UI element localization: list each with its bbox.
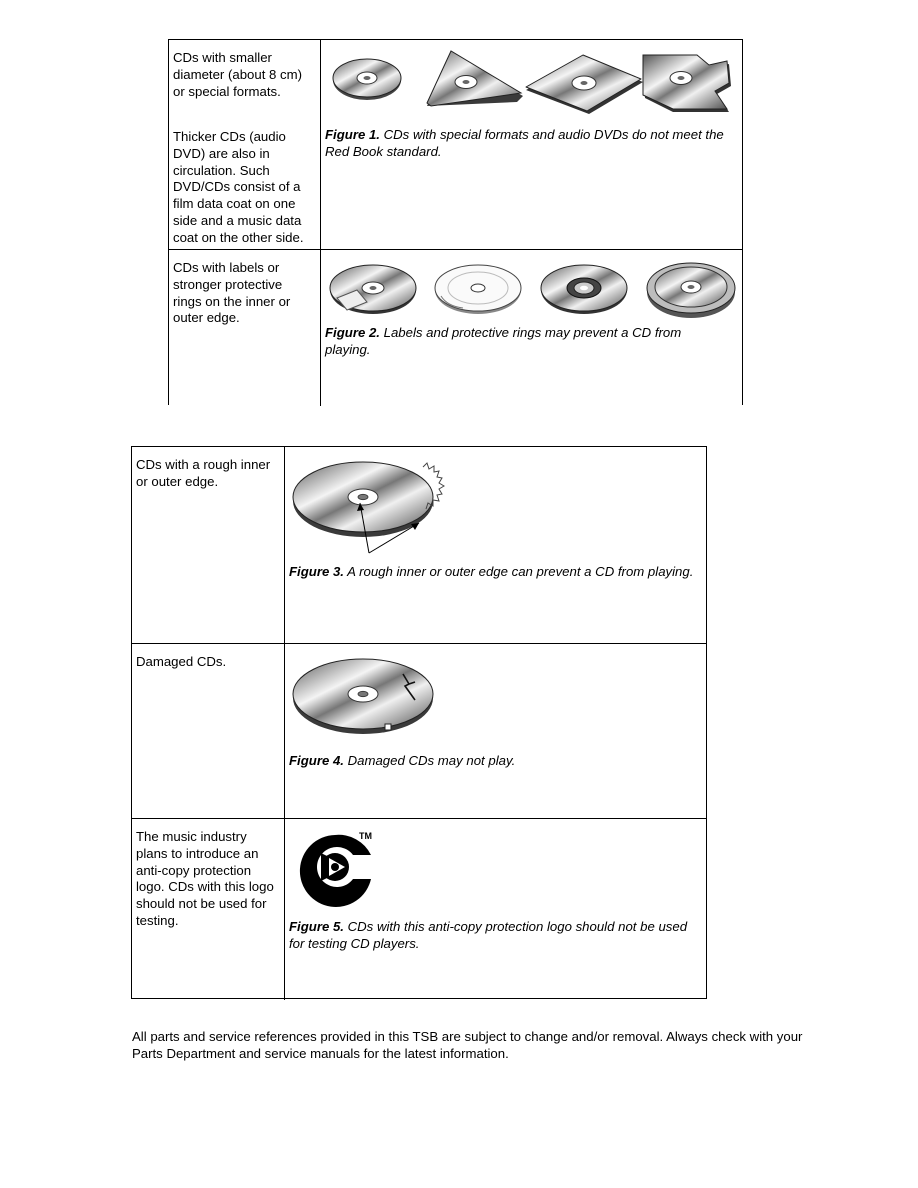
figure-cell: [285, 819, 706, 1000]
labeled-disc: [330, 265, 416, 314]
square-disc: [526, 55, 643, 114]
figure-1-illustration: [321, 40, 743, 120]
figure-3-illustration: [285, 447, 705, 563]
shaped-disc: [643, 55, 731, 112]
outer-ring-disc: [647, 263, 735, 318]
description-cell: [169, 40, 321, 249]
description-text: CDs with labels or stronger protective rings on the inner or outer edge.: [173, 260, 291, 326]
trademark-mark: TM: [359, 831, 372, 841]
cd-table-top: [168, 39, 743, 405]
table-row: [132, 644, 706, 819]
small-disc: [333, 59, 401, 100]
figure-caption: [289, 918, 704, 952]
figure-caption: [325, 126, 740, 160]
figure-cell: [321, 250, 742, 406]
description-text: The music industry plans to introduce an anti-copy protection logo. CDs with this logo should not be used for testing.: [136, 829, 274, 928]
table-row: [169, 250, 742, 406]
triangle-disc: [427, 51, 523, 106]
damaged-disc: [293, 659, 433, 734]
description-cell: [132, 819, 285, 1000]
figure-label: Figure 2.: [325, 325, 380, 340]
figure-cell: [321, 40, 742, 249]
figure-cell: [285, 644, 706, 818]
figure-label: Figure 3.: [289, 564, 344, 579]
figure-label: Figure 4.: [289, 753, 344, 768]
figure-cell: [285, 447, 706, 643]
cd-table-bottom: [131, 446, 707, 999]
description-cell: [132, 447, 285, 643]
figure-label: Figure 5.: [289, 919, 344, 934]
figure-caption-text: A rough inner or outer edge can prevent a CD from playing.: [343, 564, 694, 579]
figure-caption: [325, 324, 730, 358]
figure-caption: [289, 563, 694, 580]
figure-2-illustration: [321, 250, 743, 320]
description-text: CDs with a rough inner or outer edge.: [136, 457, 271, 489]
inner-ring-disc: [541, 265, 627, 314]
paper-label-disc: [435, 265, 521, 314]
figure-caption-text: Labels and protective rings may prevent a CD from playing.: [325, 325, 682, 357]
figure-caption-text: Damaged CDs may not play.: [343, 753, 516, 768]
footer-disclaimer: All parts and service references provided in this TSB are subject to change and/or removal. Always check with your Parts Department and service manuals for the latest information.: [132, 1029, 803, 1061]
rough-edge-disc: [293, 462, 444, 553]
description-text: CDs with smaller diameter (about 8 cm) or special formats.: [173, 50, 302, 99]
description-cell: [132, 644, 285, 818]
table-row: [132, 447, 706, 644]
table-row: [169, 40, 742, 250]
figure-caption-text: CDs with this anti-copy protection logo should not be used for testing CD players.: [289, 919, 688, 951]
anti-copy-logo-icon: [291, 829, 381, 909]
description-text: Thicker CDs (audio DVD) are also in circulation. Such DVD/CDs consist of a film data coat on one side and a music data coat on the other side.: [173, 129, 304, 245]
figure-caption: [289, 752, 694, 769]
table-row: [132, 819, 706, 1000]
figure-caption-text: CDs with special formats and audio DVDs do not meet the Red Book standard.: [325, 127, 724, 159]
figure-label: Figure 1.: [325, 127, 380, 142]
figure-4-illustration: [285, 644, 705, 744]
description-cell: [169, 250, 321, 406]
description-text: Damaged CDs.: [136, 654, 227, 669]
